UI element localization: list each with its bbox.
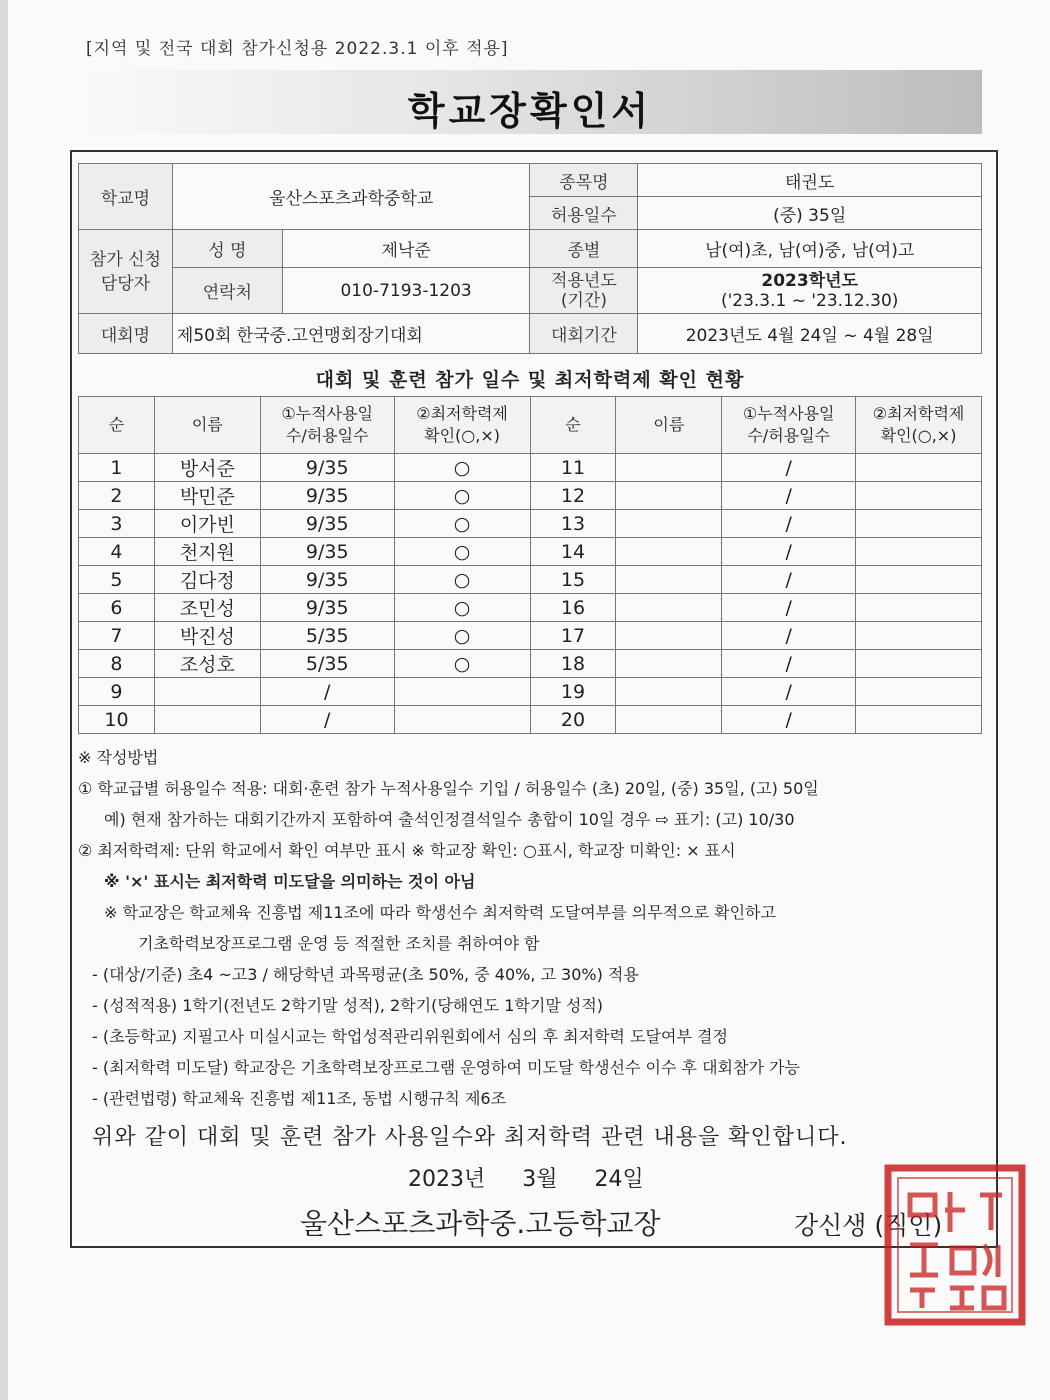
col-days-line2: 수/허용일수 <box>747 426 831 445</box>
academic-check: ○ <box>394 622 530 650</box>
academic-check <box>394 678 530 706</box>
row-number: 1 <box>79 454 155 482</box>
academic-check: ○ <box>394 538 530 566</box>
used-days: / <box>722 594 856 622</box>
academic-check: ○ <box>394 566 530 594</box>
student-name <box>616 454 722 482</box>
period-value: 2023년도 4월 24일 ~ 4월 28일 <box>638 314 982 354</box>
student-name: 방서준 <box>154 454 260 482</box>
table-row <box>79 594 982 622</box>
row-number: 4 <box>79 538 155 566</box>
year-value: 2023학년도 <box>761 270 858 291</box>
category-value: 남(여)초, 남(여)중, 남(여)고 <box>638 230 982 268</box>
row-number: 16 <box>530 594 616 622</box>
note-allowed-days: ① 학교급별 허용일수 적용: 대회·훈련 참가 누적사용일수 기입 / 허용일수 (초) 20일, (중) 35일, (고) 50일 <box>78 779 819 798</box>
allowed-days-value: (중) 35일 <box>638 197 982 230</box>
event-label: 종목명 <box>530 164 638 197</box>
student-name <box>154 706 260 734</box>
title-band <box>78 70 982 134</box>
row-number: 11 <box>530 454 616 482</box>
academic-check <box>856 678 982 706</box>
row-number: 3 <box>79 510 155 538</box>
academic-check <box>394 706 530 734</box>
note-x-meaning: ※ '×' 표시는 최저학력 미도달을 의미하는 것이 아님 <box>104 872 476 891</box>
detail-grades: - (성적적용) 1학기(전년도 2학기말 성적), 2학기(당해연도 1학기말 성적) <box>92 996 604 1015</box>
academic-check: ○ <box>394 482 530 510</box>
name-value: 제낙준 <box>282 230 530 268</box>
academic-check <box>856 454 982 482</box>
student-name: 박진성 <box>154 622 260 650</box>
row-number: 8 <box>79 650 155 678</box>
competition-value: 제50회 한국중.고연맹회장기대회 <box>172 314 530 354</box>
used-days: 5/35 <box>260 622 394 650</box>
student-name: 천지원 <box>154 538 260 566</box>
row-number: 20 <box>530 706 616 734</box>
row-number: 6 <box>79 594 155 622</box>
student-name: 조민성 <box>154 594 260 622</box>
academic-check <box>856 482 982 510</box>
col-days-line1: ①누적사용일 <box>742 404 835 423</box>
date-day: 24일 <box>594 1167 644 1192</box>
row-number: 13 <box>530 510 616 538</box>
used-days: / <box>722 706 856 734</box>
used-days: / <box>722 510 856 538</box>
student-name <box>616 622 722 650</box>
used-days: / <box>722 538 856 566</box>
academic-check <box>856 706 982 734</box>
note-min-academic: ② 최저학력제: 단위 학교에서 확인 여부만 표시 ※ 학교장 확인: ○표시, 학교장 미확인: × 표시 <box>78 841 736 860</box>
student-name: 박민준 <box>154 482 260 510</box>
used-days: 5/35 <box>260 650 394 678</box>
row-number: 12 <box>530 482 616 510</box>
used-days: 9/35 <box>260 510 394 538</box>
detail-elementary: - (초등학교) 지필고사 미실시교는 학업성적관리위원회에서 심의 후 최저학력 도달여부 결정 <box>92 1027 728 1046</box>
school-value: 울산스포츠과학중학교 <box>172 164 530 230</box>
document-title: 학교장확인서 <box>407 89 653 133</box>
academic-check <box>856 510 982 538</box>
col-days-line2: 수/허용일수 <box>285 426 369 445</box>
notes-heading: ※ 작성방법 <box>78 748 159 767</box>
table-row <box>79 650 982 678</box>
used-days: / <box>260 706 394 734</box>
allowed-days-label: 허용일수 <box>530 197 638 230</box>
row-number: 10 <box>79 706 155 734</box>
academic-check <box>856 650 982 678</box>
col-no: 순 <box>530 397 616 454</box>
year-period: ('23.3.1 ~ '23.12.30) <box>720 290 899 311</box>
used-days: 9/35 <box>260 538 394 566</box>
col-check-line1: ②최저학력제 <box>416 404 508 423</box>
used-days: / <box>722 650 856 678</box>
instructions <box>78 742 998 1114</box>
table-row <box>79 538 982 566</box>
table-row <box>79 706 982 734</box>
detail-target: - (대상/기준) 초4 ~고3 / 해당학년 과목평균(초 50%, 중 40%, 고 30%) 적용 <box>92 965 639 984</box>
contact-label: 참가 신청 담당자 <box>79 230 173 314</box>
event-value: 태권도 <box>638 164 982 197</box>
table-row <box>79 482 982 510</box>
used-days: 9/35 <box>260 482 394 510</box>
used-days: / <box>722 678 856 706</box>
row-number: 15 <box>530 566 616 594</box>
student-name <box>616 706 722 734</box>
note-principal-duty: ※ 학교장은 학교체육 진흥법 제11조에 따라 학생선수 최저학력 도달여부를 의무적으로 확인하고 <box>104 903 776 922</box>
academic-check: ○ <box>394 454 530 482</box>
used-days: / <box>722 566 856 594</box>
table-row <box>79 622 982 650</box>
phone-value: 010-7193-1203 <box>282 268 530 314</box>
official-seal-icon <box>880 1160 1030 1330</box>
row-number: 18 <box>530 650 616 678</box>
academic-check: ○ <box>394 594 530 622</box>
used-days: 9/35 <box>260 454 394 482</box>
col-no: 순 <box>79 397 155 454</box>
name-label: 성 명 <box>172 230 282 268</box>
form-usage-note: [지역 및 전국 대회 참가신청용 2022.3.1 이후 적용] <box>86 39 509 59</box>
used-days: / <box>722 454 856 482</box>
student-name <box>616 538 722 566</box>
status-section-title: 대회 및 훈련 참가 일수 및 최저학력제 확인 현황 <box>315 369 745 391</box>
table-row <box>79 566 982 594</box>
academic-check <box>856 594 982 622</box>
student-name <box>616 566 722 594</box>
detail-law: - (관련법령) 학교체육 진흥법 제11조, 동법 시행규칙 제6조 <box>92 1089 507 1108</box>
year-sub-label: (기간) <box>560 290 607 311</box>
academic-check <box>856 566 982 594</box>
col-check-line2: 확인(○,×) <box>880 426 957 445</box>
detail-not-reached: - (최저학력 미도달) 학교장은 기초학력보장프로그램 운영하여 미도달 학생선수 이수 후 대회참가 가능 <box>92 1058 800 1077</box>
academic-check <box>856 622 982 650</box>
student-name: 이가빈 <box>154 510 260 538</box>
category-label: 종별 <box>530 230 638 268</box>
date-year: 2023년 <box>408 1167 486 1192</box>
signature-date <box>408 1162 644 1193</box>
col-days-line1: ①누적사용일 <box>281 404 374 423</box>
academic-check: ○ <box>394 650 530 678</box>
used-days: / <box>722 622 856 650</box>
student-name: 조성호 <box>154 650 260 678</box>
table-row <box>79 678 982 706</box>
table-row <box>79 510 982 538</box>
note-principal-duty-cont: 기초학력보장프로그램 운영 등 적절한 조치를 취하여야 함 <box>138 934 540 953</box>
used-days: / <box>260 678 394 706</box>
academic-check <box>856 538 982 566</box>
student-name <box>616 594 722 622</box>
note-allowed-days-example: 예) 현재 참가하는 대회기간까지 포함하여 출석인정결석일수 총합이 10일 경우 ⇨ 표기: (고) 10/30 <box>104 810 795 829</box>
row-number: 9 <box>79 678 155 706</box>
used-days: / <box>722 482 856 510</box>
academic-check: ○ <box>394 510 530 538</box>
student-name <box>616 678 722 706</box>
student-name <box>616 510 722 538</box>
row-number: 14 <box>530 538 616 566</box>
signer-title: 울산스포츠과학중.고등학교장 <box>300 1207 661 1240</box>
participation-status-table <box>78 396 982 734</box>
row-number: 2 <box>79 482 155 510</box>
col-check-line1: ②최저학력제 <box>872 404 965 423</box>
school-label: 학교명 <box>79 164 173 230</box>
table-row <box>79 454 982 482</box>
used-days: 9/35 <box>260 566 394 594</box>
row-number: 17 <box>530 622 616 650</box>
row-number: 19 <box>530 678 616 706</box>
competition-label: 대회명 <box>79 314 173 354</box>
school-info-table <box>78 163 982 354</box>
col-name: 이름 <box>616 397 722 454</box>
student-name <box>154 678 260 706</box>
confirmation-statement: 위와 같이 대회 및 훈련 참가 사용일수와 최저학력 관련 내용을 확인합니다. <box>92 1125 848 1150</box>
principal-name: 강신생 (직인) <box>794 1211 943 1240</box>
student-name: 김다정 <box>154 566 260 594</box>
row-number: 7 <box>79 622 155 650</box>
col-check-line2: 확인(○,×) <box>424 426 500 445</box>
col-name: 이름 <box>154 397 260 454</box>
date-month: 3월 <box>522 1167 558 1192</box>
row-number: 5 <box>79 566 155 594</box>
student-name <box>616 482 722 510</box>
period-label: 대회기간 <box>530 314 638 354</box>
year-label: 적용년도 <box>551 270 617 291</box>
used-days: 9/35 <box>260 594 394 622</box>
phone-label: 연락처 <box>172 268 282 314</box>
student-name <box>616 650 722 678</box>
